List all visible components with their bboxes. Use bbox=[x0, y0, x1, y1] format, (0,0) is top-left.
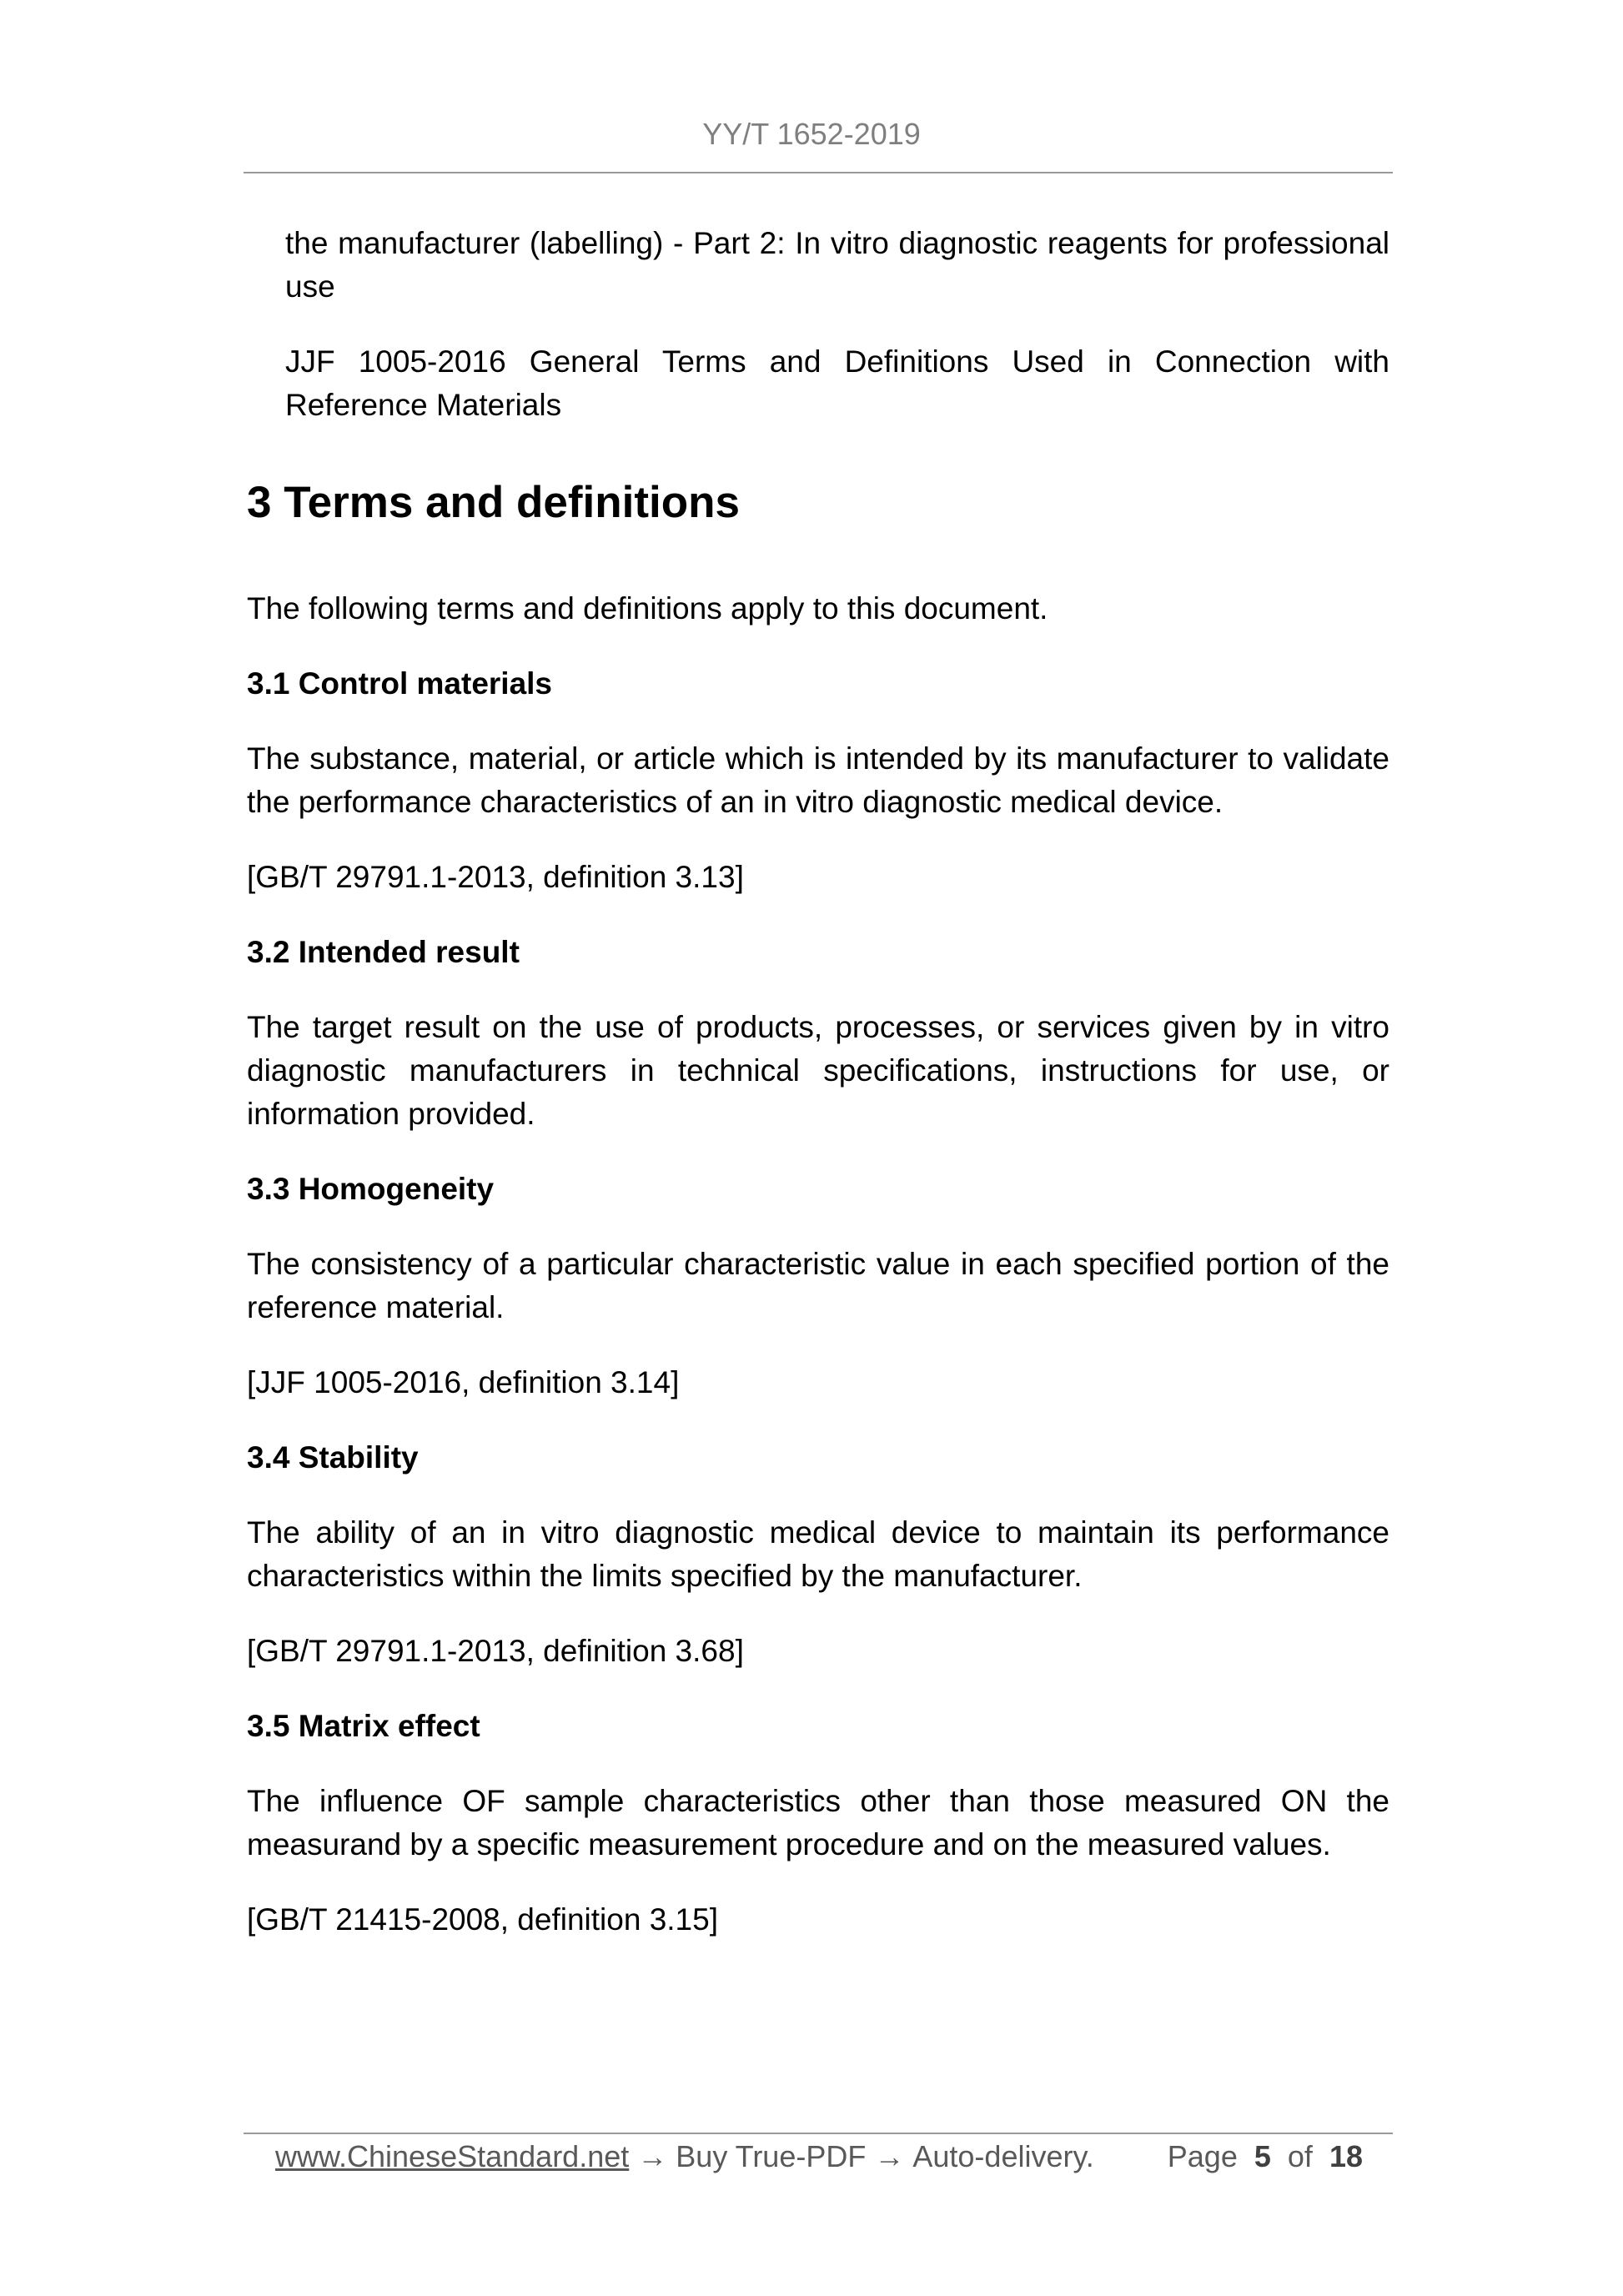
reference-item: the manufacturer (labelling) - Part 2: In vitro diagnostic reagents for professional use bbox=[285, 226, 1389, 304]
term-source-3-4: [GB/T 29791.1-2013, definition 3.68] bbox=[247, 1634, 744, 1668]
term-definition-3-5: The influence OF sample characteristics other than those measured ON the measurand by a specific measurement procedure and on the measured values. bbox=[247, 1784, 1389, 1861]
of-label: of bbox=[1287, 2139, 1313, 2173]
document-code: YY/T 1652-2019 bbox=[702, 117, 921, 151]
term-source-3-1: [GB/T 29791.1-2013, definition 3.13] bbox=[247, 860, 744, 894]
page-label: Page bbox=[1167, 2139, 1238, 2173]
term-definition-3-1: The substance, material, or article which is intended by its manufacturer to validate the performance characteristics of an in vitro diagnostic medical device. bbox=[247, 741, 1389, 819]
buy-true-pdf-text: Buy True-PDF bbox=[676, 2139, 867, 2173]
term-heading-3-3: 3.3 Homogeneity bbox=[247, 1172, 495, 1206]
term-heading-3-2: 3.2 Intended result bbox=[247, 935, 520, 969]
term-heading-3-4: 3.4 Stability bbox=[247, 1440, 419, 1475]
total-pages: 18 bbox=[1329, 2139, 1363, 2173]
section-title: 3 Terms and definitions bbox=[247, 478, 740, 527]
arrow-right-icon: → bbox=[637, 2139, 668, 2173]
page-number: 5 bbox=[1254, 2139, 1271, 2173]
term-definition-3-3: The consistency of a particular characteristic value in each specified portion of the reference material. bbox=[247, 1247, 1389, 1324]
page-content bbox=[247, 222, 1389, 1973]
auto-delivery-text: Auto-delivery. bbox=[912, 2139, 1094, 2173]
term-definition-3-2: The target result on the use of products, processes, or services given by in vitro diagnostic manufacturers in technical specifications, instructions for use, or information provided. bbox=[247, 1010, 1389, 1131]
reference-item: JJF 1005-2016 General Terms and Definitions Used in Connection with Reference Materials bbox=[285, 344, 1389, 422]
header-divider bbox=[244, 172, 1393, 173]
page-footer bbox=[275, 2133, 1376, 2180]
arrow-right-icon: → bbox=[874, 2139, 905, 2173]
term-heading-3-5: 3.5 Matrix effect bbox=[247, 1709, 480, 1743]
page-indicator bbox=[1168, 2139, 1363, 2174]
term-source-3-5: [GB/T 21415-2008, definition 3.15] bbox=[247, 1902, 718, 1937]
term-heading-3-1: 3.1 Control materials bbox=[247, 666, 553, 701]
term-definition-3-4: The ability of an in vitro diagnostic medical device to maintain its performance characteristics within the limits specified by the manufacturer. bbox=[247, 1515, 1389, 1593]
term-source-3-3: [JJF 1005-2016, definition 3.14] bbox=[247, 1365, 680, 1399]
section-intro: The following terms and definitions apply to this document. bbox=[247, 591, 1048, 625]
site-link[interactable]: www.ChineseStandard.net bbox=[275, 2139, 630, 2173]
